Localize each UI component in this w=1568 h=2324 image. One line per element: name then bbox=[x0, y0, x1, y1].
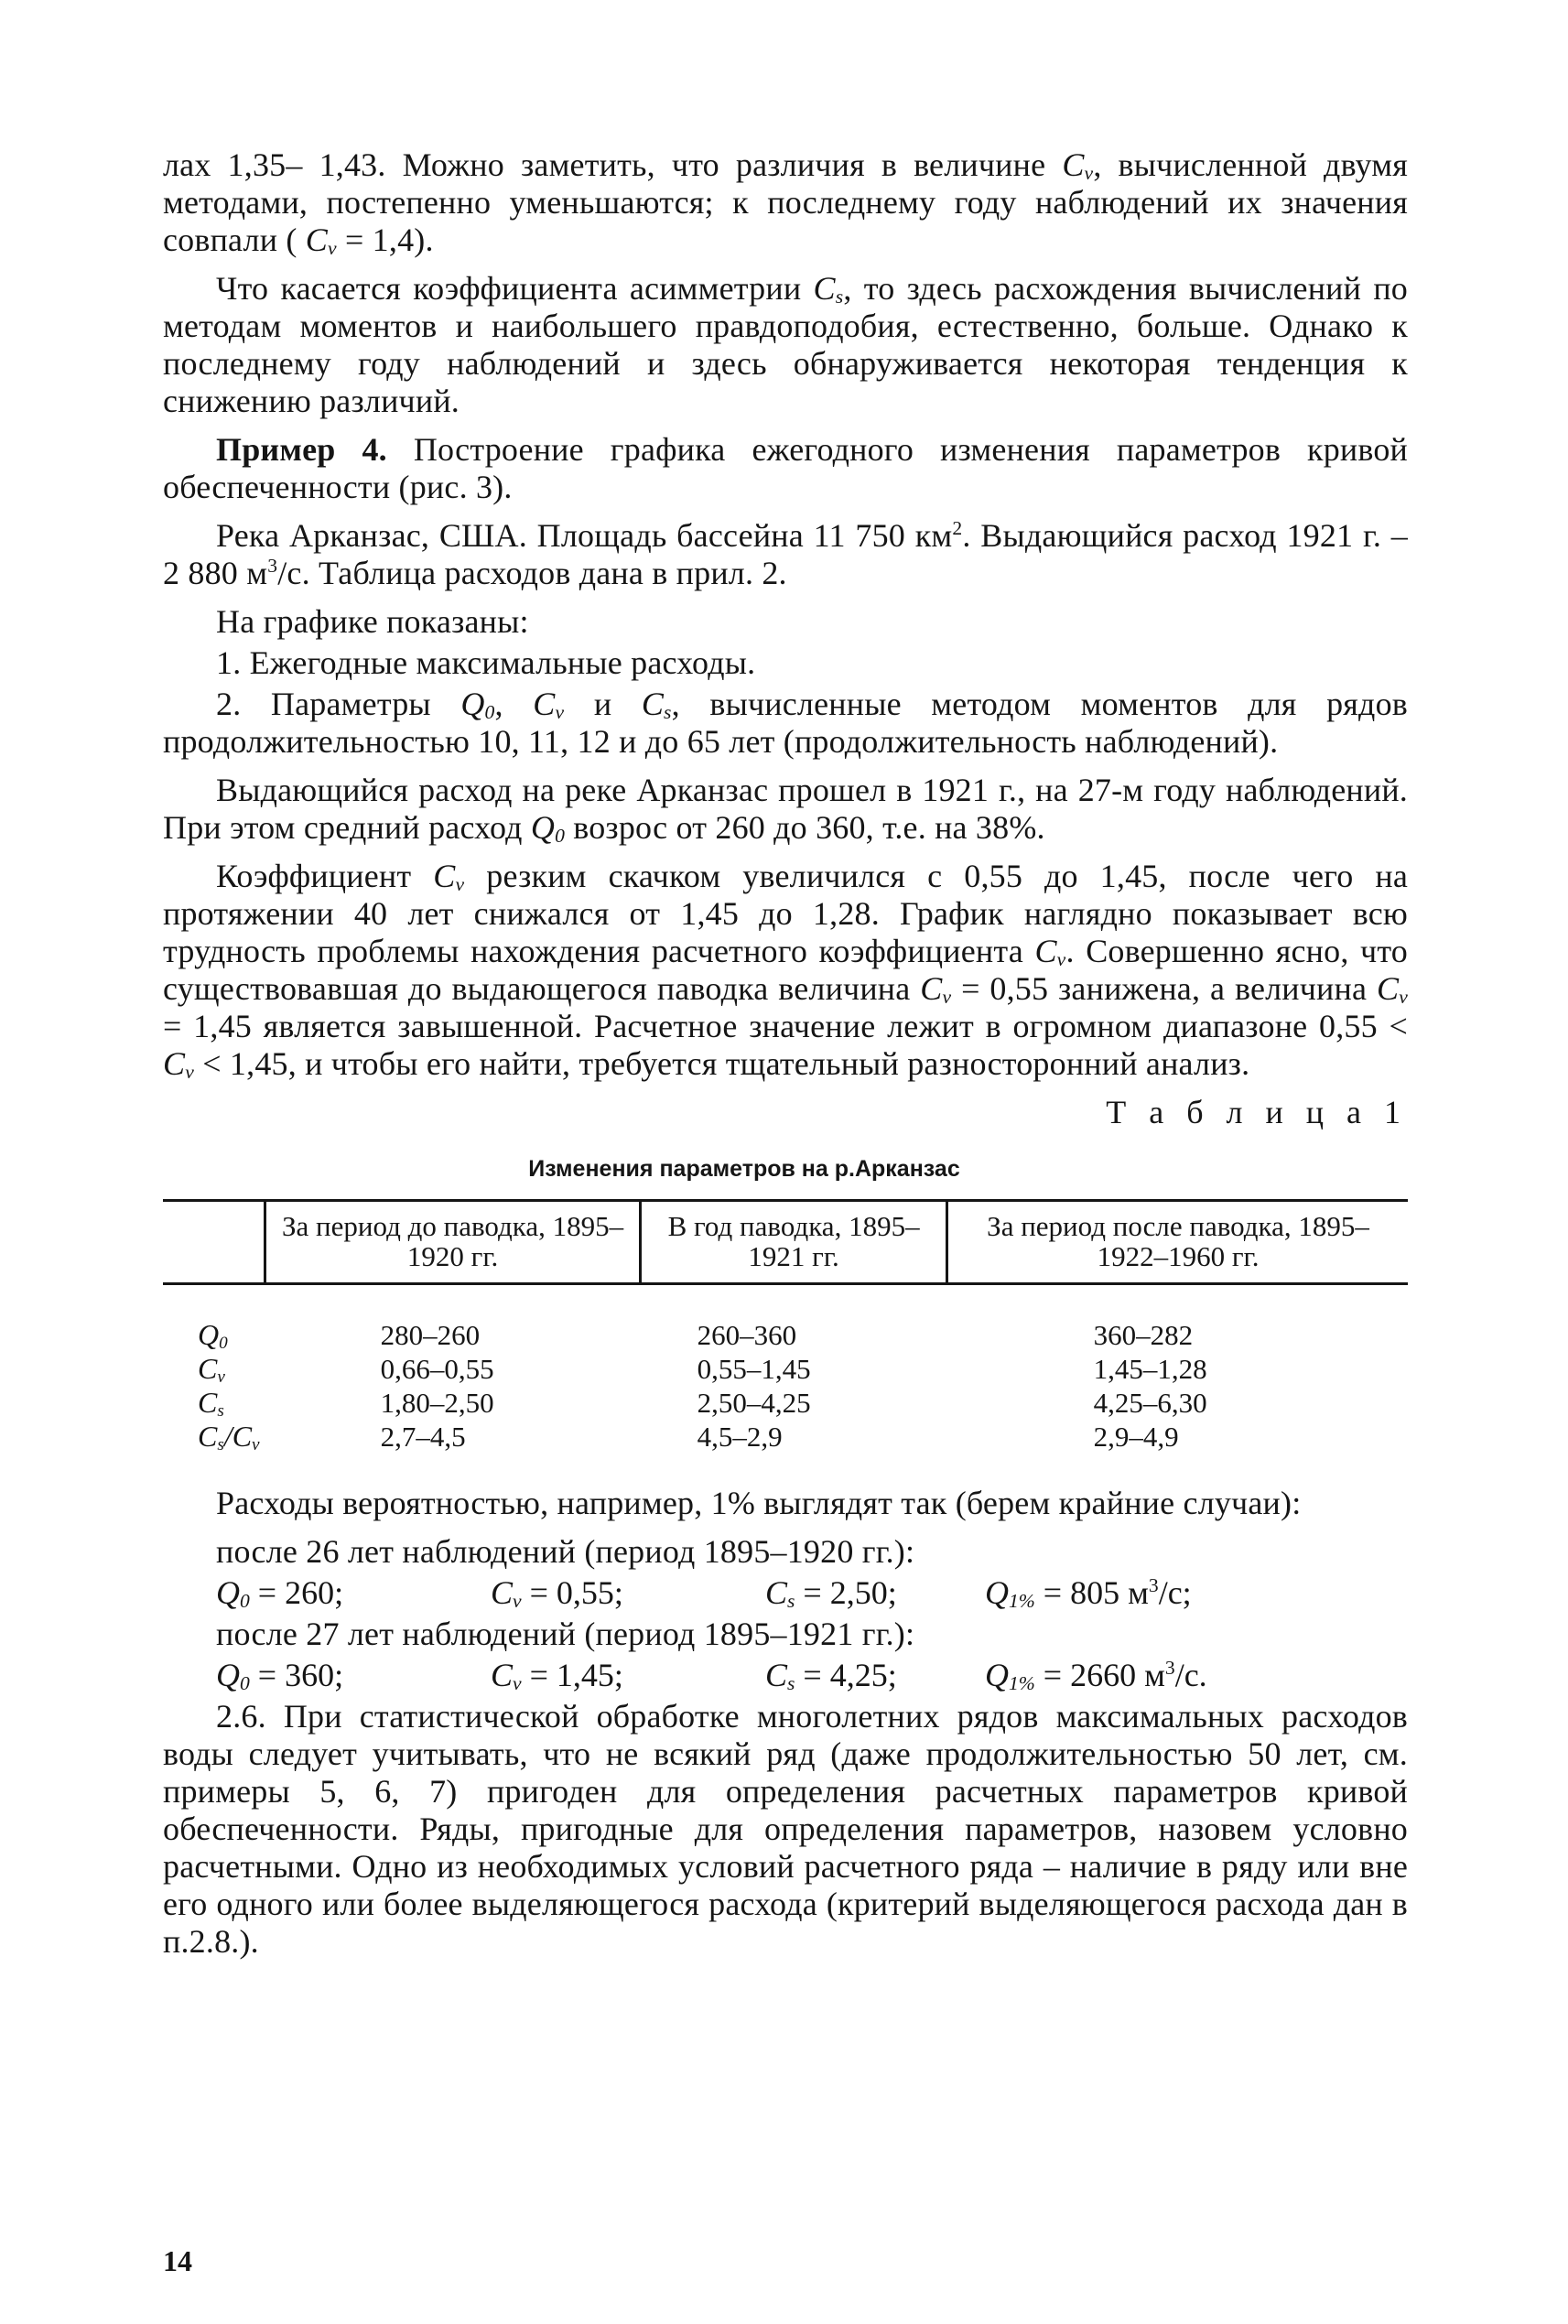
table-cell: 4,5–2,9 bbox=[697, 1421, 783, 1453]
table-caption: Изменения параметров на р.Арканзас bbox=[528, 1156, 960, 1182]
paragraph-coefficient: Коэффициент $C_v$ резким скачком увеличился с 0,55 до 1,45, после чего на протяжении 40 лет снижался от 1,45 до 1,28. График наглядно показывает всю трудность проблемы нахождения расчетного коэффициента $C_v$. Совершенно ясно, что существовавшая до выдающегося паводка величина $C_v = 0,55$ занижена, а величина $C_v = 1,45$ является завышенной. Расчетное значение лежит в огромном диапазоне $0,55 < C_v < 1,45$, и чтобы его найти, требуется тщательный разносторонний анализ. bbox=[163, 858, 1409, 1083]
paragraph-after-26: после 26 лет наблюдений (период 1895–1920 гг.): bbox=[216, 1533, 915, 1570]
formula-line-1: $Q_0 = 260$; $C_v = 0,55$; $C_s = 2,50$; $Q_{1\%} = 805$ $м^3/с$; bbox=[216, 1574, 1192, 1612]
paragraph-2: Что касается коэффициента асимметрии $C_s$, то здесь расхождения вычислений по методам моментов и наибольшего правдоподобия, естественно, больше. Однако к последнему году наблюдений и здесь обнаруживается некоторая тенденция к снижению различий. bbox=[163, 270, 1408, 419]
page-number: 14 bbox=[163, 2244, 192, 2277]
table-cell: 1,80–2,50 bbox=[380, 1387, 494, 1419]
paragraph-after-27: после 27 лет наблюдений (период 1895–1921 гг.): bbox=[216, 1616, 915, 1652]
paragraph-example-4: Пример 4. Построение графика ежегодного изменения параметров кривой обеспеченности (рис. 3). bbox=[163, 431, 1409, 505]
table-param-q0: $Q_0$ bbox=[198, 1318, 228, 1353]
table-header-flood-year: В год паводка, 1895–1921 гг. bbox=[641, 1201, 947, 1284]
table-header-after-flood: За период после паводка, 1895–1922–1960 гг. bbox=[947, 1201, 1408, 1284]
table-row-q0 bbox=[163, 1284, 1408, 1353]
list-item-1: 1. Ежегодные максимальные расходы. bbox=[216, 644, 756, 681]
paragraph-flood: Выдающийся расход на реке Арканзас прошел в 1921 г., на 27-м году наблюдений. При этом средний расход $Q_0$ возрос от 260 до 360, т.е. на 38%. bbox=[163, 772, 1408, 847]
table-cell: 2,50–4,25 bbox=[697, 1387, 811, 1419]
table-param-cs: $C_s$ bbox=[198, 1386, 224, 1421]
table-row-cv bbox=[163, 1352, 1408, 1386]
table-row-cs-cv bbox=[163, 1420, 1408, 1454]
paragraph-graph-shows: На графике показаны: bbox=[216, 603, 529, 640]
table-cell: 2,9–4,9 bbox=[1093, 1421, 1179, 1453]
table-row-cs bbox=[163, 1386, 1408, 1420]
cs-symbol: $C_s$ bbox=[813, 270, 844, 308]
table-param-cs-cv: $C_s/C_v$ bbox=[198, 1420, 260, 1454]
table-cell: 280–260 bbox=[380, 1319, 481, 1351]
formula-line-2: $Q_0 = 360$; $C_v = 1,45$; $C_s = 4,25$; $Q_{1\%} = 2660$ $м^3/с$. bbox=[216, 1657, 1207, 1694]
table-cell: 0,66–0,55 bbox=[380, 1353, 494, 1385]
table-header-empty bbox=[163, 1201, 265, 1284]
list-item-2: 2. Параметры $Q_0$, $C_v$ и $C_s$, вычисленные методом моментов для рядов продолжительностью 10, 11, 12 и до 65 лет (продолжительность наблюдений). bbox=[163, 686, 1408, 760]
parameters-table bbox=[163, 1199, 1408, 1454]
document-page bbox=[163, 146, 1408, 1972]
table-cell: 2,7–4,5 bbox=[380, 1421, 466, 1453]
table-cell: 360–282 bbox=[1093, 1319, 1194, 1351]
table-cell: 0,55–1,45 bbox=[697, 1353, 811, 1385]
table-label: Т а б л и ц а 1 bbox=[1106, 1094, 1408, 1130]
table-header-before-flood: За период до паводка, 1895–1920 гг. bbox=[265, 1201, 641, 1284]
paragraph-1: лах 1,35– 1,43. Можно заметить, что различия в величине $C_v$, вычисленной двумя методами, постепенно уменьшаются; к последнему году наблюдений их значения совпали ( $C_v = 1,4$). bbox=[163, 146, 1409, 259]
paragraph-river: Река Арканзас, США. Площадь бассейна 11 750 $км^2$. Выдающийся расход 1921 г. – 2 880 $м^3/с$. Таблица расходов дана в прил. 2. bbox=[163, 517, 1408, 591]
table-header-row bbox=[163, 1201, 1408, 1284]
table-param-cv: $C_v$ bbox=[198, 1352, 225, 1387]
table-cell: 260–360 bbox=[697, 1319, 797, 1351]
table-cell: 1,45–1,28 bbox=[1093, 1353, 1207, 1385]
paragraph-probability: Расходы вероятностью, например, 1% выглядят так (берем крайние случаи): bbox=[216, 1485, 1302, 1521]
table-cell: 4,25–6,30 bbox=[1093, 1387, 1207, 1419]
cv-symbol: $C_v$ bbox=[1062, 146, 1094, 184]
paragraph-2-6: 2.6. При статистической обработке многолетних рядов максимальных расходов воды следует учитывать, что не всякий ряд (даже продолжительностью 50 лет, см. примеры 5, 6, 7) пригоден для определения расчетных параметров кривой обеспеченности. Ряды, пригодные для определения параметров, назовем условно расчетными. Одно из необходимых условий расчетного ряда – наличие в ряду или вне его одного или более выделяющегося расхода (критерий выделяющегося расхода дан в п.2.8.). bbox=[163, 1698, 1408, 1960]
